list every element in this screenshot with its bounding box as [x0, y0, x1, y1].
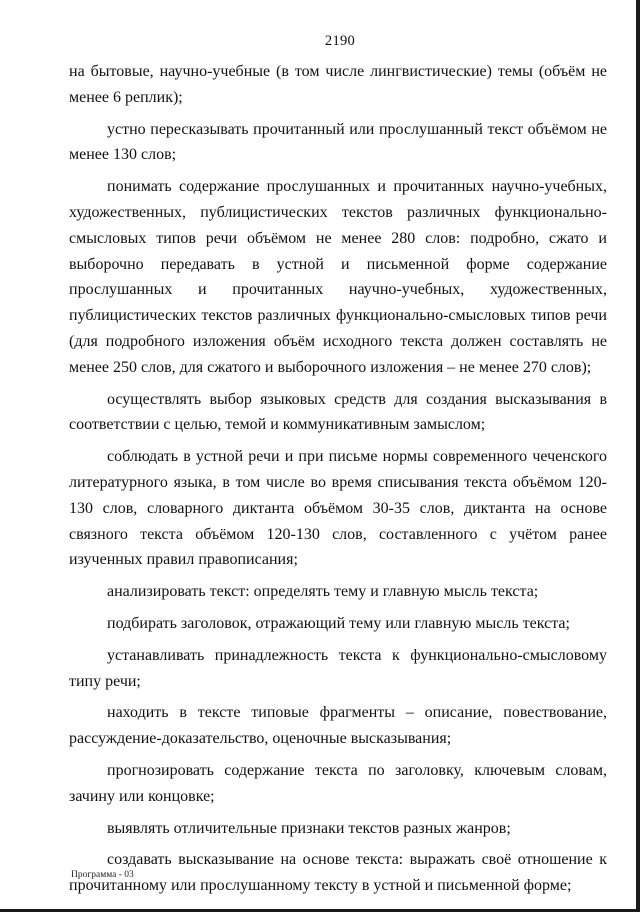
- paragraph-title: подбирать заголовок, отражающий тему или главную мысль текста;: [107, 614, 570, 632]
- paragraph-type: устанавливать принадлежность текста к функционально-смысловому типу речи;: [69, 646, 607, 690]
- paragraph-norms: соблюдать в устной речи и при письме нормы современного чеченского литературного языка, в том числе во время списывания текста объёмом 120-130 слов, словарного диктанта объёмом 30-35 слов, диктанта на основе связного текста объёмом 120-130 слов, составленного с учётом ранее изученных правил правописания;: [69, 448, 607, 569]
- paragraph-predict: прогнозировать содержание текста по заголовку, ключевым словам, зачину или концовке;: [69, 761, 607, 805]
- paragraph-retell: устно пересказывать прочитанный или прослушанный текст объёмом не менее 130 слов;: [69, 120, 607, 164]
- paragraph-analyze: анализировать текст: определять тему и главную мысль текста;: [107, 583, 539, 601]
- paragraph-understand: понимать содержание прослушанных и прочитанных научно-учебных, художественных, публицистических текстов различных функционально-смысловых типов речи объёмом не менее 280 слов: подробно, сжато и выборочно передавать в устной и письменной форме содержание прослушанных и прочитанных научно-учебных, художественных, публицистических текстов различных функционально-смысловых типов речи (для подробного изложения объём исходного текста должен составлять не менее 250 слов, для сжатого и выборочного изложения – не менее 270 слов);: [69, 178, 607, 376]
- paragraph-create: создавать высказывание на основе текста: выражать своё отношение к прочитанному или прослушанному тексту в устной и письменной форме;: [69, 851, 607, 895]
- paragraph-fragments: находить в тексте типовые фрагменты – описание, повествование, рассуждение-доказательство, оценочные высказывания;: [69, 704, 607, 748]
- paragraph-choose-means: осуществлять выбор языковых средств для создания высказывания в соответствии с целью, темой и коммуникативным замыслом;: [69, 390, 607, 434]
- page-number: 2190: [324, 33, 356, 49]
- footer-label: Программа - 03: [71, 870, 134, 880]
- paragraph-genres: выявлять отличительные признаки текстов разных жанров;: [107, 819, 511, 837]
- body-text: [69, 59, 607, 905]
- paragraph-continuation: на бытовые, научно-учебные (в том числе лингвистические) темы (объём не менее 6 реплик);: [69, 63, 607, 106]
- scan-edge-right: [636, 0, 640, 912]
